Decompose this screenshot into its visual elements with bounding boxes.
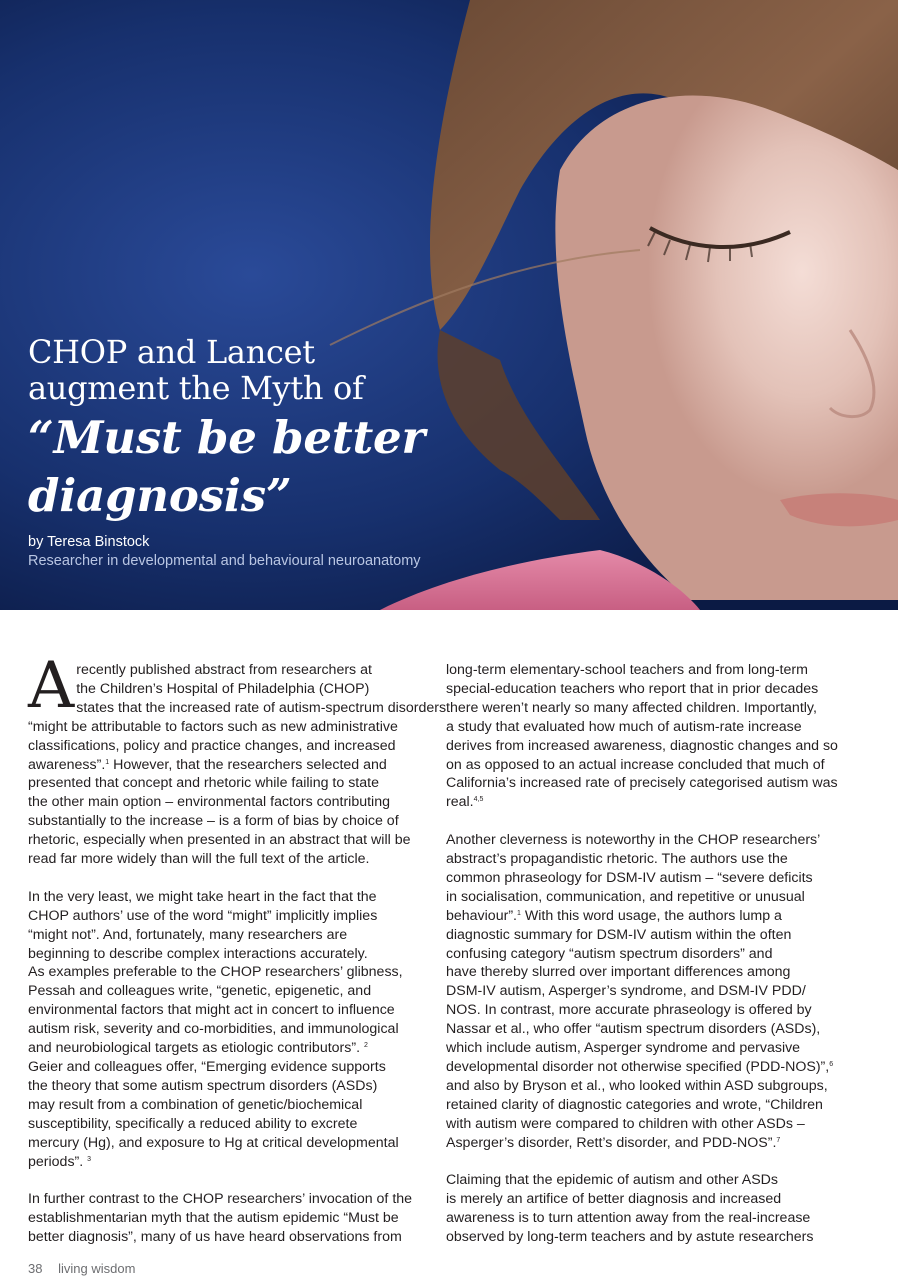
text-line: periods”. $^3$ [28, 1153, 92, 1170]
citation-superscript: 2 [363, 1042, 368, 1050]
text-line: the other main option – environmental factors contributing [28, 794, 390, 811]
text-line: NOS. In contrast, more accurate phraseology is offered by [446, 1002, 812, 1019]
text-line: CHOP authors’ use of the word “might” implicitly implies [28, 907, 378, 924]
text-line: Another cleverness is noteworthy in the CHOP researchers’ [446, 832, 821, 849]
text-line: establishmentarian myth that the autism epidemic “Must be [28, 1210, 399, 1227]
text-line: presented that concept and rhetoric while failing to state [28, 775, 379, 792]
text-line: with autism were compared to children with other ASDs – [446, 1115, 805, 1132]
author-byline: by Teresa Binstock [28, 534, 150, 550]
text-line: “might not”. And, fortunately, many researchers are [28, 926, 348, 943]
page-footer [28, 1261, 135, 1276]
citation-superscript: 7 [776, 1136, 781, 1144]
paragraph [446, 831, 846, 1152]
paragraph [28, 1190, 428, 1247]
drop-cap: A [28, 649, 75, 723]
author-affiliation: Researcher in developmental and behavioural neuroanatomy [28, 553, 421, 569]
text-line: As examples preferable to the CHOP researchers’ glibness, [28, 964, 403, 981]
title-line-2: augment the Myth of [28, 369, 364, 407]
publication-name: living wisdom [58, 1261, 136, 1276]
left-text-column [28, 649, 447, 1266]
text-line: Asperger’s disorder, Rett’s disorder, and PDD-NOS”.$^7$ [446, 1134, 781, 1151]
paragraph [28, 649, 447, 869]
paragraph [446, 661, 846, 812]
text-line: In further contrast to the CHOP researchers’ invocation of the [28, 1191, 413, 1208]
text-line: “might be attributable to factors such as new administrative [28, 718, 398, 735]
title-line-1: CHOP and Lancet [28, 333, 315, 371]
text-line: Geier and colleagues offer, “Emerging evidence supports [28, 1059, 386, 1076]
right-text-column [446, 661, 846, 1266]
text-line: the Children’s Hospital of Philadelphia (CHOP) [76, 680, 370, 697]
text-line: on as opposed to an actual increase concluded that much of [446, 756, 825, 773]
hero-image [0, 0, 898, 610]
text-line: Nassar et al., who offer “autism spectrum disorders (ASDs), [446, 1021, 821, 1038]
text-line: In the very least, we might take heart in the fact that the [28, 888, 377, 905]
text-line: long-term elementary-school teachers and from long-term [446, 662, 808, 678]
text-line: the theory that some autism spectrum disorders (ASDs) [28, 1077, 378, 1094]
text-line: autism risk, severity and co-morbidities, and immunological [28, 1021, 399, 1038]
text-line: substantially to the increase – is a form of bias by choice of [28, 813, 399, 830]
citation-superscript: 6 [829, 1061, 834, 1069]
text-line: beginning to describe complex interactions accurately. [28, 945, 368, 962]
text-line: diagnostic summary for DSM-IV autism within the often [446, 926, 792, 943]
text-line: is merely an artifice of better diagnosis and increased [446, 1191, 782, 1208]
text-line: awareness is to turn attention away from the real-increase [446, 1210, 811, 1227]
text-line: environmental factors that might act in concert to influence [28, 1002, 395, 1019]
text-line: and neurobiological targets as etiologic contributors”. $^2$ [28, 1040, 368, 1057]
text-line: special-education teachers who report that in prior decades [446, 680, 819, 697]
citation-superscript: 1 [105, 758, 110, 766]
text-line: rhetoric, especially when presented in an abstract that will be [28, 832, 411, 849]
text-line: recently published abstract from researchers at [76, 662, 372, 678]
text-line: DSM-IV autism, Asperger’s syndrome, and DSM-IV PDD/ [446, 983, 806, 1000]
text-line: have thereby slurred over important differences among [446, 964, 791, 981]
text-line: which include autism, Asperger syndrome and pervasive [446, 1040, 801, 1057]
text-line: common phraseology for DSM-IV autism – “severe deficits [446, 869, 813, 886]
text-line: states that the increased rate of autism-spectrum disorders [76, 699, 447, 716]
title-quote-line-1: “Must be better [28, 411, 425, 464]
text-line: mercury (Hg), and exposure to Hg at critical developmental [28, 1134, 399, 1151]
citation-superscript: 3 [87, 1155, 92, 1163]
text-line: retained clarity of diagnostic categories and wrote, “Children [446, 1096, 823, 1113]
text-line: a study that evaluated how much of autism-rate increase [446, 718, 802, 735]
text-line: and also by Bryson et al., who looked within ASD subgroups, [446, 1077, 828, 1094]
text-line: in socialisation, communication, and repetitive or unusual [446, 888, 805, 905]
text-line: California’s increased rate of precisely categorised autism was [446, 775, 838, 792]
text-line: real.$^{4,5}$ [446, 794, 484, 811]
text-line: better diagnosis”, many of us have heard observations from [28, 1229, 402, 1246]
text-line: confusing category “autism spectrum disorders” and [446, 945, 773, 962]
text-line: susceptibility, specifically a reduced ability to excrete [28, 1115, 358, 1132]
text-line: read far more widely than will the full text of the article. [28, 851, 370, 868]
citation-superscript: 4,5 [473, 796, 484, 804]
text-line: Claiming that the epidemic of autism and other ASDs [446, 1172, 778, 1189]
paragraph [446, 1171, 846, 1247]
text-line: derives from increased awareness, diagnostic changes and so [446, 737, 838, 754]
text-line: there weren’t nearly so many affected children. Importantly, [446, 699, 817, 716]
text-line: observed by long-term teachers and by astute researchers [446, 1229, 814, 1246]
text-line: Pessah and colleagues write, “genetic, epigenetic, and [28, 983, 372, 1000]
paragraph [28, 888, 428, 1172]
page-number: 38 [28, 1261, 43, 1276]
text-line: developmental disorder not otherwise specified (PDD-NOS)”,$^6$ [446, 1059, 834, 1076]
title-quote-line-2: diagnosis” [28, 469, 292, 522]
text-line: behaviour”.$^1$ With this word usage, the authors lump a [446, 907, 782, 924]
text-line: classifications, policy and practice changes, and increased [28, 737, 396, 754]
article-title [28, 334, 425, 522]
text-line: may result from a combination of genetic/biochemical [28, 1096, 363, 1113]
text-line: abstract’s propagandistic rhetoric. The authors use the [446, 851, 788, 868]
citation-superscript: 1 [516, 909, 521, 917]
text-line: awareness”.$^1$ However, that the researchers selected and [28, 756, 387, 773]
